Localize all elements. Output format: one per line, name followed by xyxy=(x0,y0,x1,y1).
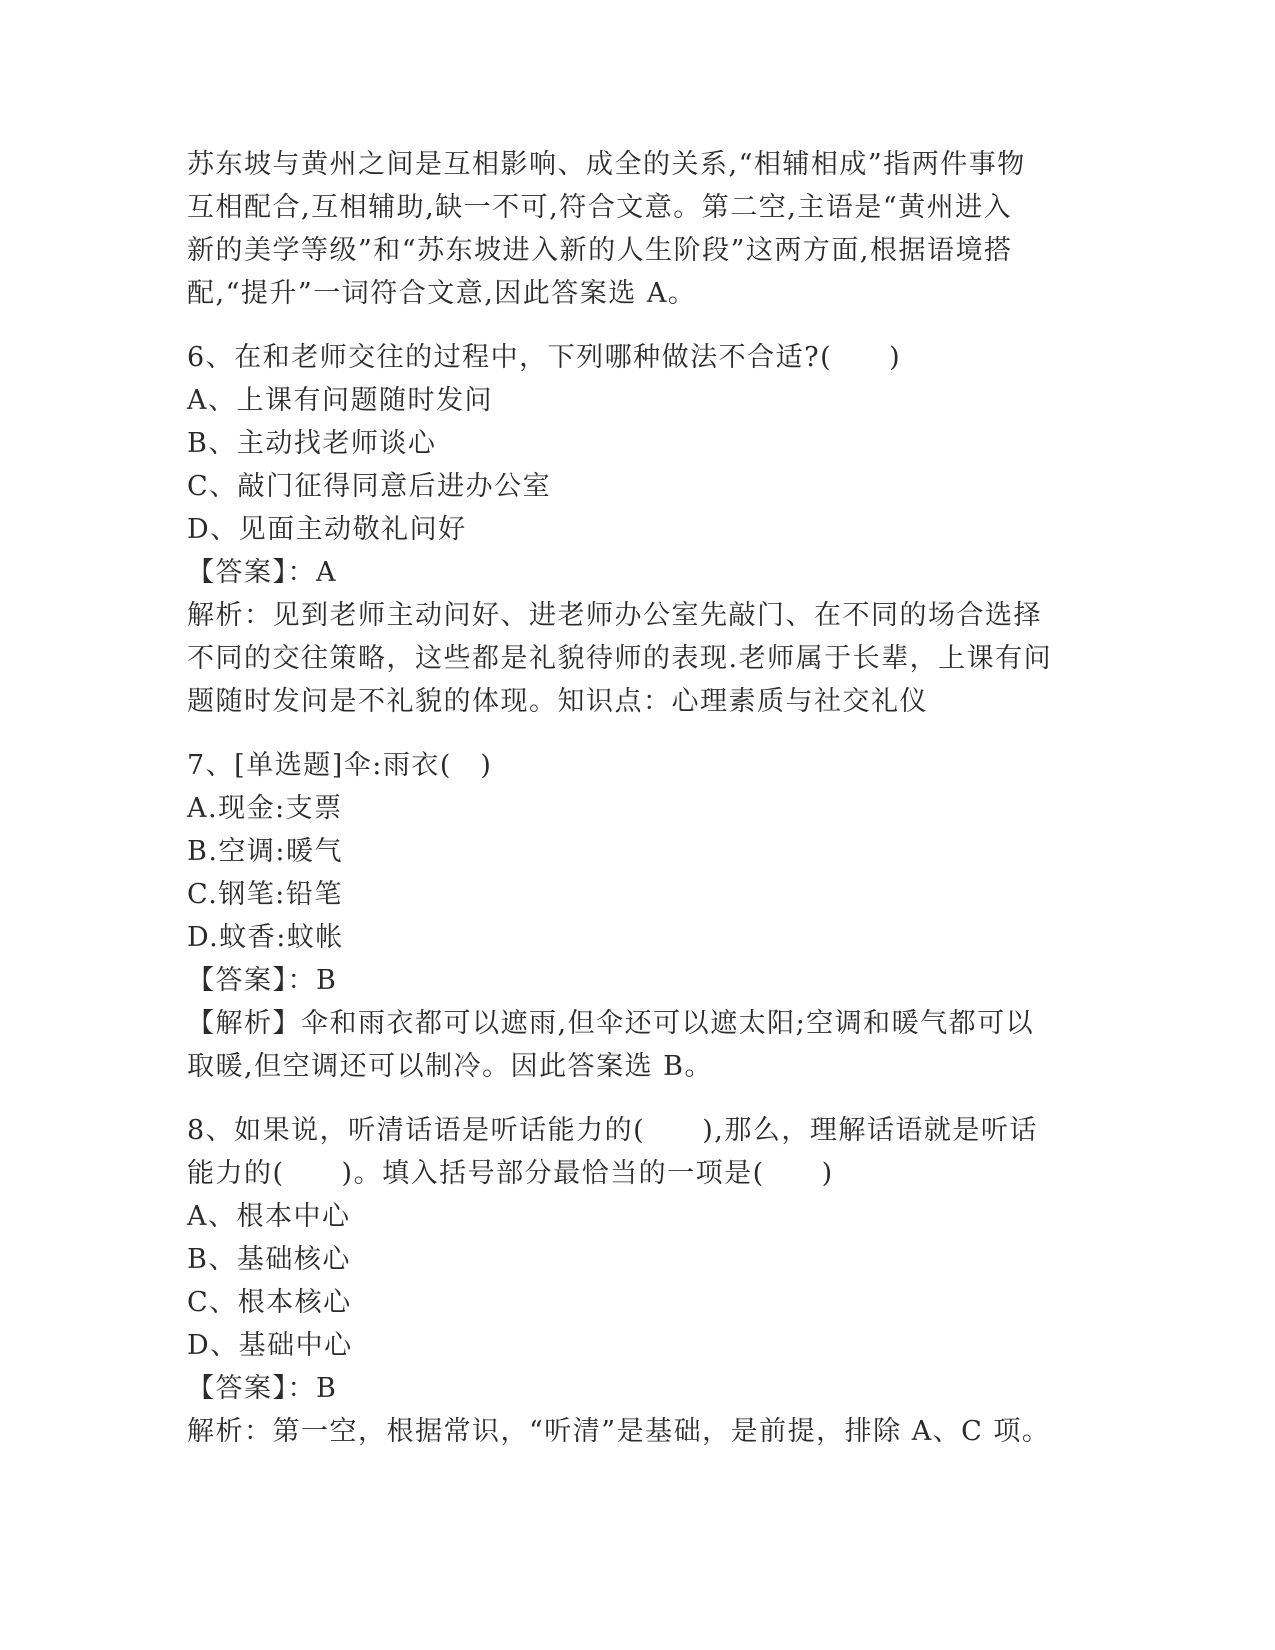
spacer xyxy=(187,315,1077,336)
option-c: C、敲门征得同意后进办公室 xyxy=(187,471,552,502)
text-line: 配,“提升”一词符合文意,因此答案选 A。 xyxy=(187,278,697,309)
document-content xyxy=(187,143,1077,1453)
text-line: 新的美学等级”和“苏东坡进入新的人生阶段”这两方面,根据语境搭 xyxy=(187,235,1013,266)
intro-explanation xyxy=(187,143,1077,315)
option-d: D、见面主动敬礼问好 xyxy=(187,514,467,545)
analysis-line: 解析：见到老师主动问好、进老师办公室先敲门、在不同的场合选择 xyxy=(187,600,1042,631)
question-text: 7、[单选题]伞:雨衣( ) xyxy=(187,750,493,781)
option-a: A、根本中心 xyxy=(187,1201,351,1232)
answer-line: 【答案】：A xyxy=(187,557,337,588)
question-8 xyxy=(187,1109,1077,1453)
question-7 xyxy=(187,744,1077,1088)
answer-line: 【答案】：B xyxy=(187,1373,338,1404)
option-b: B.空调:暖气 xyxy=(187,836,344,867)
answer-line: 【答案】：B xyxy=(187,965,338,996)
option-b: B、基础核心 xyxy=(187,1244,351,1275)
analysis-line: 题随时发问是不礼貌的体现。知识点：心理素质与社交礼仪 xyxy=(187,686,928,717)
option-c: C、根本核心 xyxy=(187,1287,352,1318)
option-d: D、基础中心 xyxy=(187,1330,353,1361)
option-a: A、上课有问题随时发问 xyxy=(187,385,493,416)
analysis-line: 【解析】伞和雨衣都可以遮雨,但伞还可以遮太阳;空调和暖气都可以 xyxy=(187,1008,1035,1039)
spacer xyxy=(187,1088,1077,1109)
question-text: 能力的( )。填入括号部分最恰当的一项是( ) xyxy=(187,1158,834,1189)
question-text: 6、在和老师交往的过程中，下列哪种做法不合适?( ) xyxy=(187,342,902,373)
question-6 xyxy=(187,336,1077,723)
option-a: A.现金:支票 xyxy=(187,793,343,824)
question-text: 8、如果说，听清话语是听话能力的( ),那么，理解话语就是听话 xyxy=(187,1115,1038,1146)
analysis-line: 解析：第一空，根据常识，“听清”是基础，是前提，排除 A、C 项。 xyxy=(187,1416,1051,1447)
option-d: D.蚊香:蚊帐 xyxy=(187,922,344,953)
analysis-line: 取暖,但空调还可以制冷。因此答案选 B。 xyxy=(187,1051,714,1082)
option-c: C.钢笔:铅笔 xyxy=(187,879,343,910)
text-line: 互相配合,互相辅助,缺一不可,符合文意。第二空,主语是“黄州进入 xyxy=(187,192,1013,223)
analysis-line: 不同的交往策略，这些都是礼貌待师的表现.老师属于长辈，上课有问 xyxy=(187,643,1053,674)
option-b: B、主动找老师谈心 xyxy=(187,428,437,459)
spacer xyxy=(187,723,1077,744)
text-line: 苏东坡与黄州之间是互相影响、成全的关系,“相辅相成”指两件事物 xyxy=(187,149,1026,180)
